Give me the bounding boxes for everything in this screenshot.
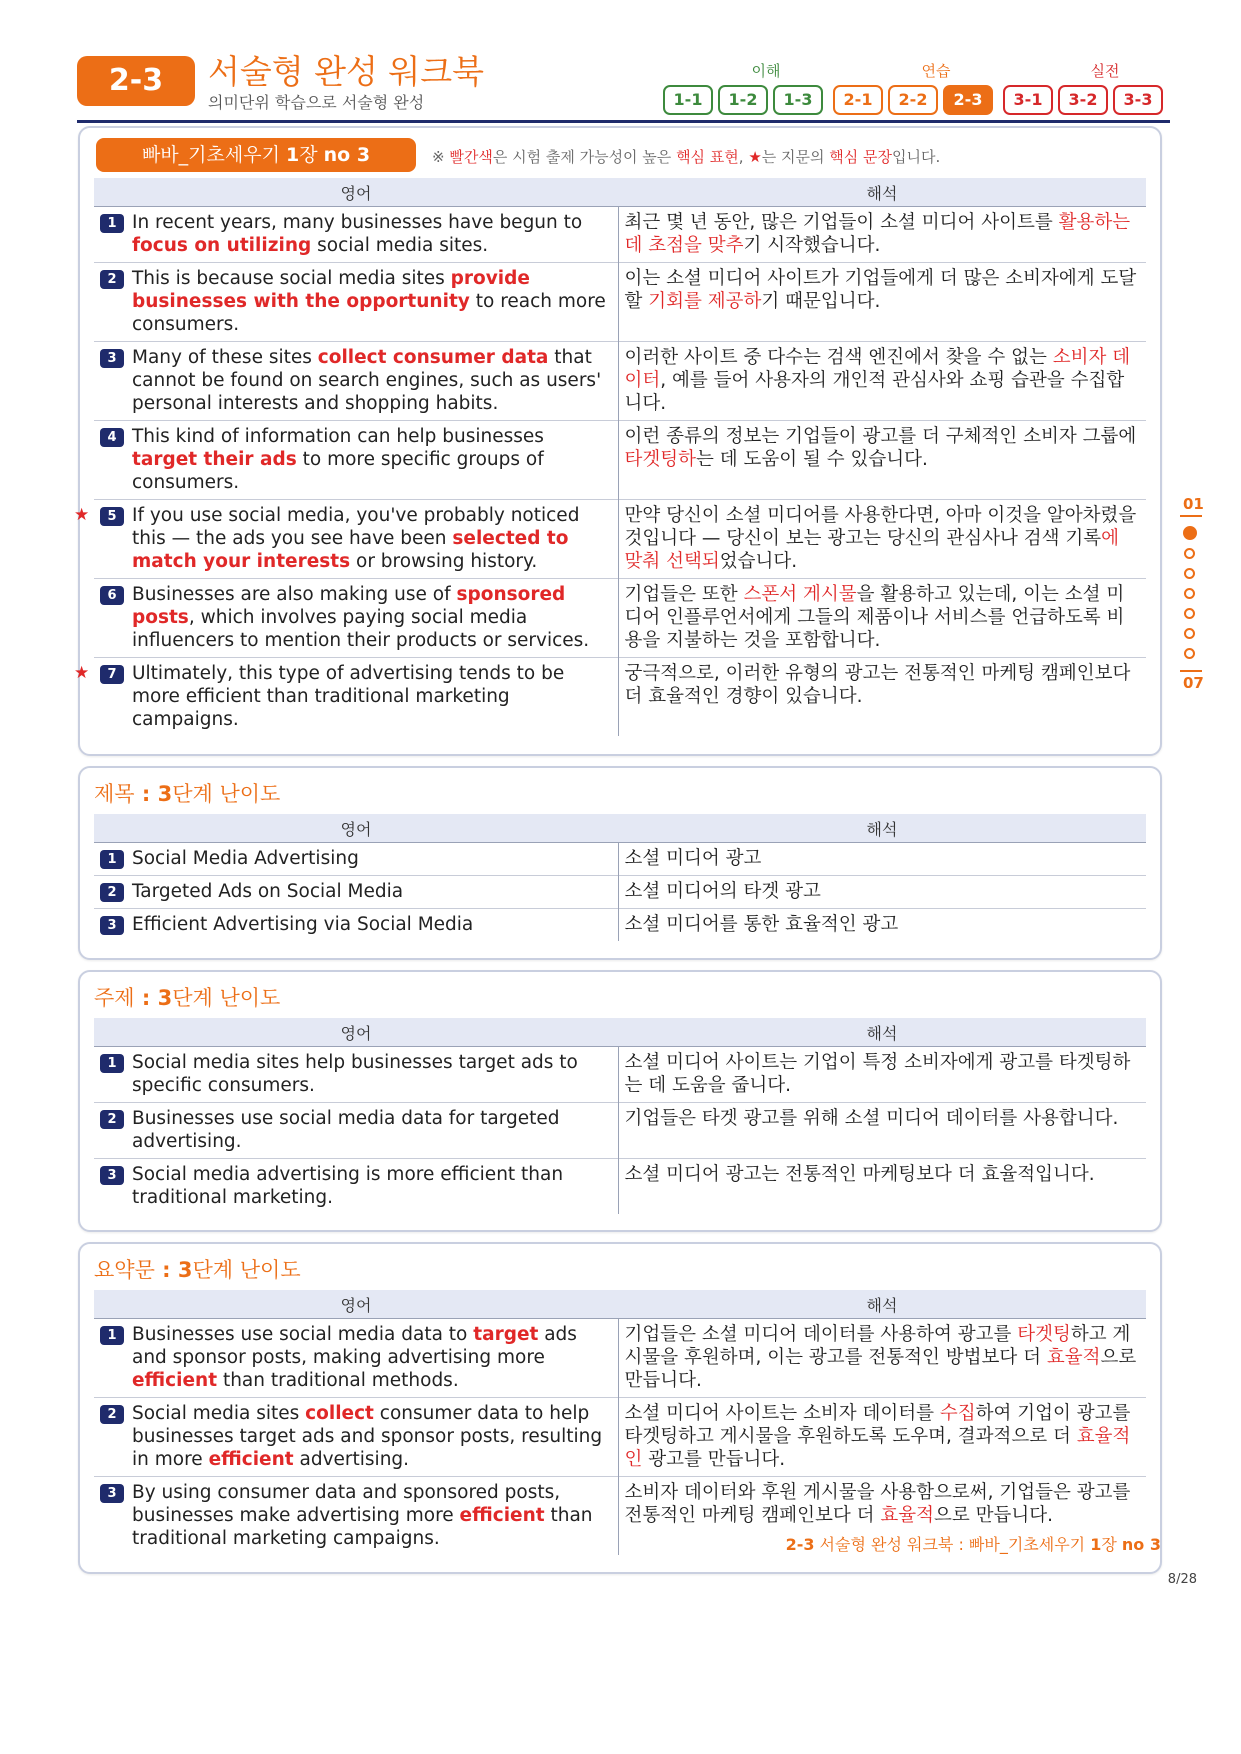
step-2-2[interactable]: 2-2 [888, 85, 938, 115]
translation-text: 하여 기업이 광고를 타겟팅하고 게시물을 후원하도록 도우며, 결과적으로 더 [624, 1403, 1131, 1447]
key-expression-translation: 활용하는 데 초점을 맞추 [624, 212, 1131, 256]
step-3-1[interactable]: 3-1 [1003, 85, 1053, 115]
sentence-text: Social media sites [132, 1403, 306, 1424]
key-sentence-star-icon: ★ [74, 663, 90, 683]
section-title: 제목 : 3단계 난이도 [94, 782, 281, 806]
translation-cell [618, 263, 1146, 342]
side-nav-dot[interactable] [1184, 568, 1195, 579]
side-nav-divider [1180, 670, 1202, 672]
english-cell [94, 342, 618, 421]
sentence-number: 5 [100, 507, 124, 526]
step-2-3[interactable]: 2-3 [943, 85, 993, 115]
english-cell [94, 263, 618, 342]
side-nav-divider [1180, 515, 1202, 517]
translation-cell [618, 876, 1146, 909]
english-cell [94, 1103, 618, 1159]
table-row [94, 843, 1146, 876]
translation-text: 광고를 만듭니다. [642, 1449, 786, 1470]
table-row [94, 579, 1146, 658]
key-sentence-star-icon: ★ [74, 505, 90, 525]
sentence-text: to reach more consumers. [132, 291, 606, 335]
translation-cell [618, 658, 1146, 737]
table-row [94, 1047, 1146, 1103]
step-group-practice: 연습 [921, 62, 951, 80]
sentence-number: 2 [100, 1405, 124, 1424]
translation-cell [618, 1319, 1146, 1398]
section-title: 요약문 : 3단계 난이도 [94, 1258, 301, 1282]
translation-text: 만약 당신이 소셜 미디어를 사용한다면, 아마 이것을 알아차렸을 것입니다 — 당신이 보는 광고는 당신의 관심사나 검색 기록 [624, 505, 1137, 549]
sentence-text: Many of these sites [132, 347, 318, 368]
footer-title: 2-3 서술형 완성 워크북 : 빠바_기초세우기 1장 no 3 [785, 1535, 1161, 1554]
english-cell [74, 500, 618, 579]
step-1-3[interactable]: 1-3 [773, 85, 823, 115]
key-expression-translation: 스폰서 게시물 [743, 584, 857, 605]
key-expression-translation: 타겟팅 [1017, 1324, 1071, 1345]
key-expression: provide businesses with the opportunity [132, 268, 530, 312]
step-1-2[interactable]: 1-2 [718, 85, 768, 115]
column-header-english: 영어 [94, 1018, 618, 1047]
translation-cell [618, 500, 1146, 579]
sentence-number: 2 [100, 270, 124, 289]
passage-table [74, 178, 1146, 736]
title-table [94, 814, 1146, 941]
english-cell [94, 579, 618, 658]
english-cell [94, 207, 618, 263]
sentence-number: 3 [100, 916, 124, 935]
side-nav-dot[interactable] [1184, 648, 1195, 659]
key-expression-translation: 타겟팅하 [624, 449, 696, 470]
side-nav-dot[interactable] [1184, 608, 1195, 619]
column-header-translation: 해석 [618, 1018, 1146, 1047]
step-1-1[interactable]: 1-1 [663, 85, 713, 115]
step-2-1[interactable]: 2-1 [833, 85, 883, 115]
sentence-number: 3 [100, 1166, 124, 1185]
key-expression-translation: 소비자 데이터 [624, 347, 1131, 391]
table-row [94, 342, 1146, 421]
sentence-text: to more specific groups of consumers. [132, 449, 544, 493]
page-title: 서술형 완성 워크북 [208, 52, 485, 91]
translation-text: 소셜 미디어 광고는 전통적인 마케팅보다 더 효율적입니다. [624, 1164, 1095, 1185]
sentence-text: Social media advertising is more efficient than traditional marketing. [132, 1164, 564, 1208]
english-cell [94, 421, 618, 500]
key-expression: efficient [208, 1449, 294, 1470]
key-expression-translation: 효율적 [880, 1505, 934, 1526]
translation-text: 으로 만듭니다. [933, 1505, 1053, 1526]
sentence-text: In recent years, many businesses have begun to [132, 212, 583, 233]
english-cell [74, 658, 618, 737]
sentence-number: 1 [100, 1054, 124, 1073]
column-header-english: 영어 [94, 814, 618, 843]
summary-table [94, 1290, 1146, 1555]
table-row [94, 1103, 1146, 1159]
key-expression: sponsored posts [132, 584, 566, 628]
translation-text: 소셜 미디어의 타겟 광고 [624, 881, 821, 902]
translation-text: 하고 게시물을 후원하며, 이는 광고를 전통적인 방법보다 더 [624, 1324, 1131, 1368]
english-cell [94, 843, 618, 876]
key-expression: selected to match your interests [132, 528, 569, 572]
table-row [94, 263, 1146, 342]
column-header-translation: 해석 [618, 1290, 1146, 1319]
summary-panel [78, 1242, 1162, 1574]
side-nav-dot[interactable] [1184, 628, 1195, 639]
passage-source-chip: 빠바_기초세우기 1장 no 3 [96, 138, 416, 172]
table-row [94, 909, 1146, 942]
key-expression-translation: 기회를 제공하 [648, 291, 762, 312]
column-header-english: 영어 [94, 178, 618, 207]
table-row [94, 1159, 1146, 1215]
key-expression-translation: 에 맞춰 선택되 [624, 528, 1119, 572]
key-expression: efficient [459, 1505, 545, 1526]
translation-cell [618, 579, 1146, 658]
table-row [94, 421, 1146, 500]
translation-text: 소셜 미디어 광고 [624, 848, 762, 869]
translation-text: 궁극적으로, 이러한 유형의 광고는 전통적인 마케팅 캠페인보다 더 효율적인 경향이 있습니다. [624, 663, 1131, 707]
table-row [94, 207, 1146, 263]
sentence-text: Ultimately, this type of advertising tends to be more efficient than traditional marketing campaigns. [132, 663, 565, 730]
translation-cell [618, 843, 1146, 876]
sentence-number: 3 [100, 1484, 124, 1503]
step-group-understand: 이해 [751, 62, 781, 80]
sentence-text: Social Media Advertising [132, 848, 359, 869]
translation-cell [618, 1047, 1146, 1103]
sentence-text: , which involves paying social media influencers to mention their products or services. [132, 607, 590, 651]
translation-text: , 예를 들어 사용자의 개인적 관심사와 쇼핑 습관을 수집합니다. [624, 370, 1125, 414]
english-cell [94, 1159, 618, 1215]
english-cell [94, 909, 618, 942]
english-cell [94, 1319, 618, 1398]
translation-text: 기업들은 타겟 광고를 위해 소셜 미디어 데이터를 사용합니다. [624, 1108, 1119, 1129]
translation-text: 기업들은 또한 [624, 584, 744, 605]
sentence-number: 6 [100, 586, 124, 605]
key-expression: focus on utilizing [132, 235, 312, 256]
sentence-text: Efficient Advertising via Social Media [132, 914, 474, 935]
translation-cell [618, 1159, 1146, 1215]
english-cell [94, 876, 618, 909]
sentence-text: that cannot be found on search engines, such as users' personal interests and shopping habits. [132, 347, 602, 414]
translation-text: 이는 소셜 미디어 사이트가 기업들에게 더 많은 소비자에게 도달할 [624, 268, 1137, 312]
sentence-text: Targeted Ads on Social Media [132, 881, 404, 902]
legend-note: ※ 빨간색은 시험 출제 가능성이 높은 핵심 표현, ★는 지문의 핵심 문장입니다. [432, 148, 941, 166]
key-expression-translation: 효율적인 [624, 1426, 1131, 1470]
unit-badge: 2-3 [77, 56, 195, 106]
translation-text: 기업들은 소셜 미디어 데이터를 사용하여 광고를 [624, 1324, 1018, 1345]
topic-table [94, 1018, 1146, 1214]
key-expression: target their ads [132, 449, 297, 470]
sentence-text: Businesses use social media data for targeted advertising. [132, 1108, 560, 1152]
sentence-text: social media sites. [311, 235, 489, 256]
english-cell [94, 1047, 618, 1103]
topic-panel [78, 970, 1162, 1232]
step-3-2[interactable]: 3-2 [1058, 85, 1108, 115]
passage-panel [74, 126, 1162, 756]
sentence-number: 1 [100, 214, 124, 233]
table-row [94, 1398, 1146, 1477]
translation-text: 었습니다. [719, 551, 798, 572]
translation-cell [618, 207, 1146, 263]
sentence-number: 7 [100, 665, 124, 684]
table-row [94, 658, 1146, 737]
translation-text: 이런 종류의 정보는 기업들이 광고를 더 구체적인 소비자 그룹에 [624, 426, 1137, 447]
sentence-text: Businesses use social media data to [132, 1324, 474, 1345]
translation-text: 으로 만듭니다. [624, 1347, 1137, 1391]
translation-text: 을 활용하고 있는데, 이는 소셜 미디어 인플루언서에게 그들의 제품이나 서비스를 언급하도록 비용을 지불하는 것을 포함합니다. [624, 584, 1125, 651]
step-3-3[interactable]: 3-3 [1113, 85, 1163, 115]
sentence-text: Social media sites help businesses target ads to specific consumers. [132, 1052, 578, 1096]
translation-text: 소비자 데이터와 후원 게시물을 사용함으로써, 기업들은 광고를 전통적인 마케팅 캠페인보다 더 [624, 1482, 1131, 1526]
translation-cell [618, 421, 1146, 500]
sentence-number: 2 [100, 1110, 124, 1129]
page-number: 8/28 [1167, 1572, 1197, 1587]
sentence-text: or browsing history. [350, 551, 538, 572]
sentence-text: If you use social media, you've probably noticed this — the ads you see have been [132, 505, 580, 549]
english-cell [94, 1477, 618, 1556]
column-header-translation: 해석 [618, 178, 1146, 207]
page-subtitle: 의미단위 학습으로 서술형 완성 [208, 93, 425, 112]
translation-text: 소셜 미디어 사이트는 기업이 특정 소비자에게 광고를 타겟팅하는 데 도움을 줍니다. [624, 1052, 1131, 1096]
side-nav-last: 07 [1183, 674, 1204, 692]
sentence-text: This is because social media sites [132, 268, 451, 289]
translation-text: 소셜 미디어 사이트는 소비자 데이터를 [624, 1403, 940, 1424]
sentence-text: consumer data to help businesses target ads and sponsor posts, resulting in more [132, 1403, 603, 1470]
sentence-text: Businesses are also making use of [132, 584, 457, 605]
step-group-real: 실전 [1090, 62, 1120, 80]
translation-cell [618, 909, 1146, 942]
translation-cell [618, 1398, 1146, 1477]
sentence-number: 1 [100, 850, 124, 869]
sentence-number: 2 [100, 883, 124, 902]
side-nav-dot-current[interactable] [1183, 526, 1197, 540]
translation-cell [618, 342, 1146, 421]
key-expression: collect [305, 1403, 374, 1424]
key-expression: target [473, 1324, 539, 1345]
column-header-english: 영어 [94, 1290, 618, 1319]
translation-cell [618, 1103, 1146, 1159]
title-panel [78, 766, 1162, 960]
translation-text: 는 데 도움이 될 수 있습니다. [695, 449, 928, 470]
key-expression: collect consumer data [317, 347, 549, 368]
side-nav-dot[interactable] [1184, 588, 1195, 599]
key-expression-translation: 효율적 [1046, 1347, 1101, 1368]
translation-text: 기 때문입니다. [761, 291, 881, 312]
sentence-text: ads and sponsor posts, making advertising more [132, 1324, 577, 1368]
section-title: 주제 : 3단계 난이도 [94, 986, 281, 1010]
sentence-text: By using consumer data and sponsored posts, businesses make advertising more [132, 1482, 561, 1526]
sentence-text: This kind of information can help businesses [132, 426, 544, 447]
sentence-number: 4 [100, 428, 124, 447]
table-row [94, 876, 1146, 909]
sentence-text: than traditional marketing campaigns. [132, 1505, 593, 1549]
table-row [94, 500, 1146, 579]
sentence-number: 3 [100, 349, 124, 368]
key-expression-translation: 수집 [939, 1403, 976, 1424]
translation-text: 이러한 사이트 중 다수는 검색 엔진에서 찾을 수 없는 [624, 347, 1053, 368]
sentence-text: than traditional methods. [217, 1370, 459, 1391]
column-header-translation: 해석 [618, 814, 1146, 843]
sentence-text: advertising. [293, 1449, 410, 1470]
sentence-number: 1 [100, 1326, 124, 1345]
translation-text: 소셜 미디어를 통한 효율적인 광고 [624, 914, 899, 935]
header-divider [77, 120, 1170, 123]
english-cell [94, 1398, 618, 1477]
translation-text: 기 시작했습니다. [743, 235, 881, 256]
key-expression: efficient [132, 1370, 218, 1391]
table-row [94, 1319, 1146, 1398]
translation-text: 최근 몇 년 동안, 많은 기업들이 소셜 미디어 사이트를 [624, 212, 1059, 233]
side-nav-dot[interactable] [1184, 548, 1195, 559]
side-nav-first: 01 [1183, 495, 1204, 513]
